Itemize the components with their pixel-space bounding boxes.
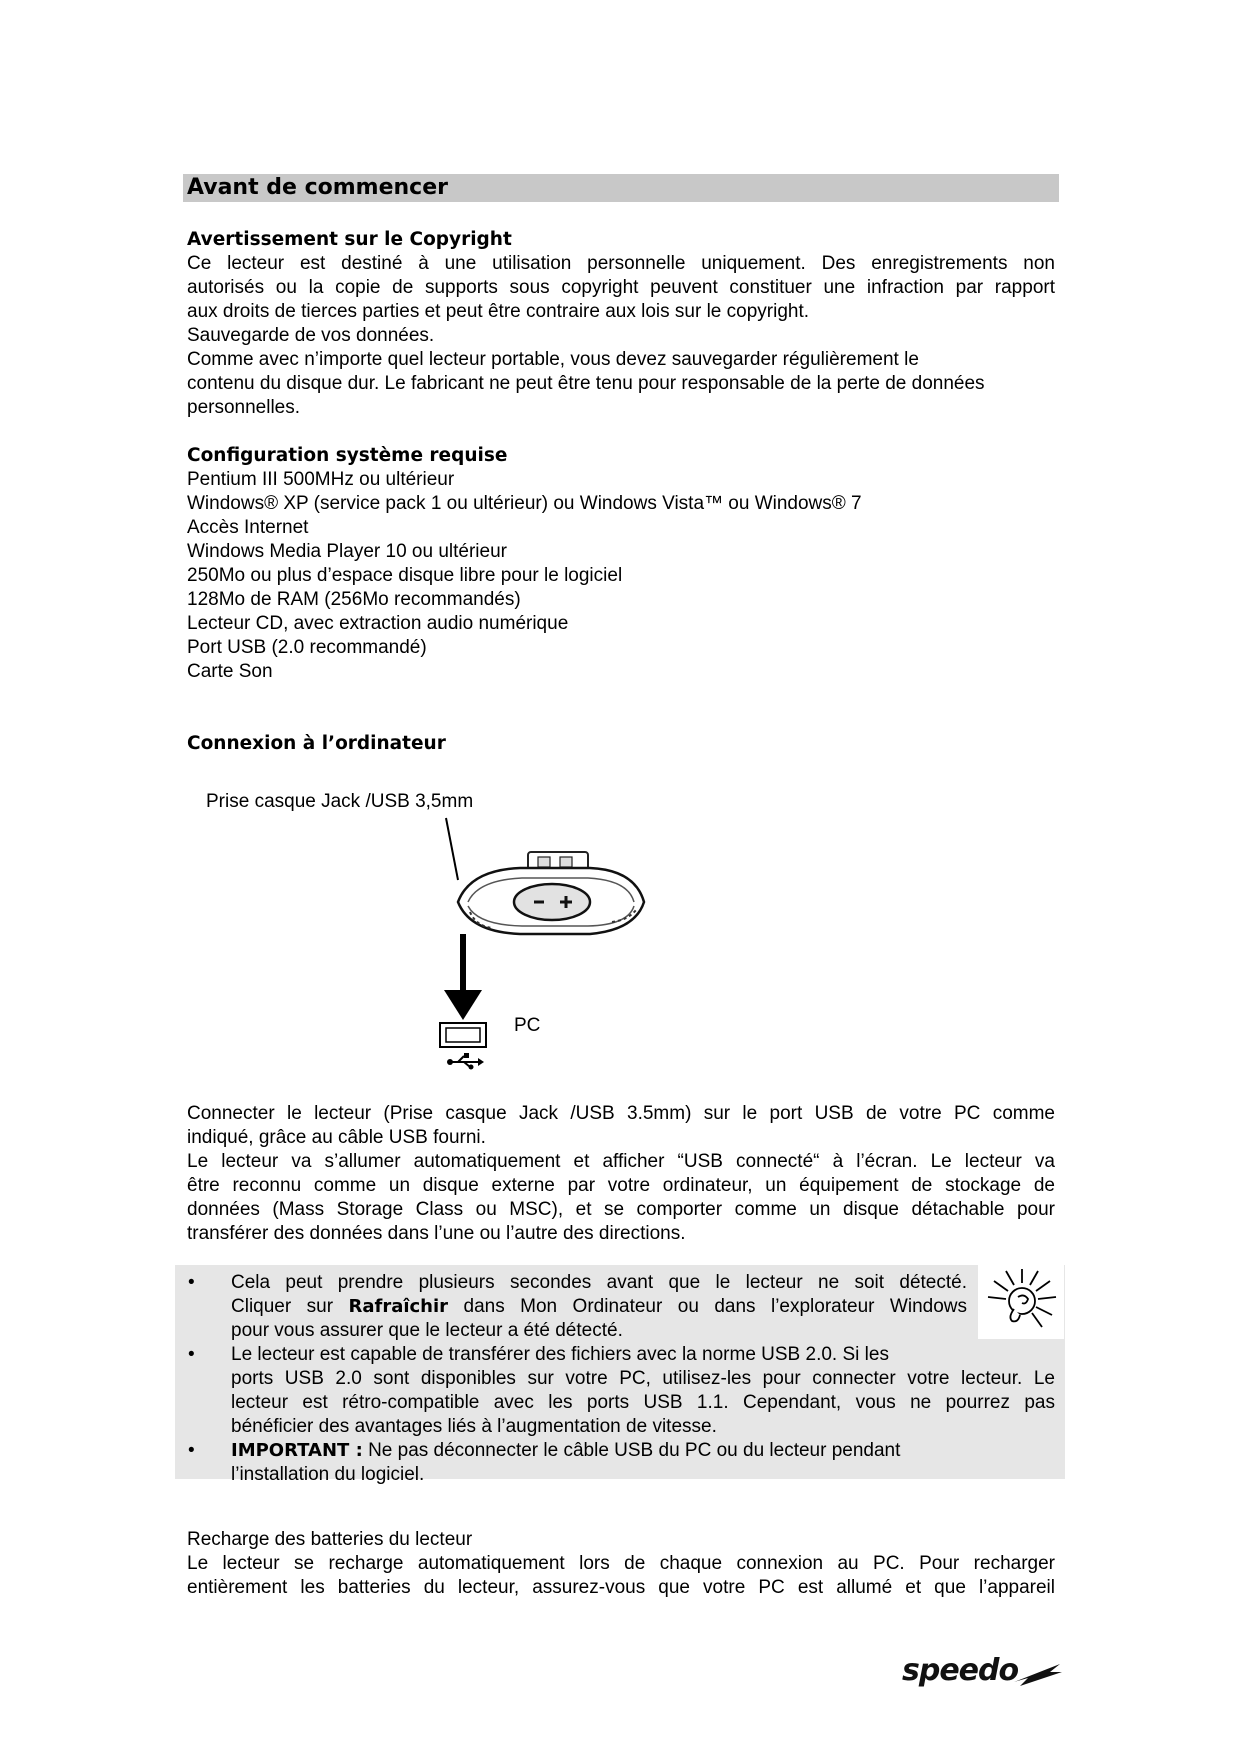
copyright-line: Ce lecteur est destiné à une utilisation personnelle uniquement. Des enregistrements non [187,253,1055,274]
connection-line: données (Mass Storage Class ou MSC), et se comporter comme un disque détachable pour [187,1199,1055,1220]
connection-line: Connecter le lecteur (Prise casque Jack /USB 3.5mm) sur le port USB de votre PC comme [187,1103,1055,1124]
connection-diagram [430,810,660,1070]
connection-line: Le lecteur va s’allumer automatiquement et afficher “USB connecté“ à l’écran. Le lecteur va [187,1151,1055,1172]
usb-port-icon [440,1023,486,1047]
requirement-item: Port USB (2.0 recommandé) [187,637,427,658]
tip-line: lecteur est rétro-compatible avec les ports USB 1.1. Cependant, vous ne pourrez pas [231,1392,1055,1413]
connection-text [187,1102,1055,1246]
tip-item-usb [231,1343,1055,1439]
tip-line: Cela peut prendre plusieurs secondes avant que le lecteur ne soit détecté. [231,1272,967,1293]
tip-line: Le lecteur est capable de transférer des fichiers avec la norme USB 2.0. Si les [231,1344,889,1365]
lightbulb-icon [978,1263,1064,1339]
requirement-item: Pentium III 500MHz ou ultérieur [187,469,455,490]
important-label: IMPORTANT : [231,1440,363,1461]
tip-line: pour vous assurer que le lecteur a été détecté. [231,1320,623,1341]
section-title-bar [183,174,1059,202]
connection-line: être reconnu comme un disque externe par votre ordinateur, un équipement de stockage de [187,1175,1055,1196]
requirement-item: Windows® XP (service pack 1 ou ultérieur) ou Windows Vista™ ou Windows® 7 [187,493,862,514]
pointer-line [446,818,458,880]
idea-icon-backdrop [978,1263,1064,1339]
recharge-section [187,1528,1055,1600]
requirement-item: 250Mo ou plus d’espace disque libre pour le logiciel [187,565,623,586]
brand-name: speedo [902,1653,1019,1688]
copyright-line: personnelles. [187,397,301,418]
tip-bullet: • [188,1272,195,1293]
tip-bullet: • [188,1344,195,1365]
tip-text: Cliquer sur [231,1296,334,1317]
usb-symbol-icon [447,1053,484,1070]
speedo-logo-graphic [900,1650,1065,1690]
requirement-item: Lecteur CD, avec extraction audio numérique [187,613,569,634]
copyright-line: contenu du disque dur. Le fabricant ne peut être tenu pour responsable de la perte de données [187,373,985,394]
tip-line [231,1439,1055,1463]
recharge-heading: Recharge des batteries du lecteur [187,1529,473,1550]
copyright-line: autorisés ou la copie de supports sous copyright peuvent constituer une infraction par rapport [187,277,1055,298]
requirements-list [187,468,1055,684]
jack-label: Prise casque Jack /USB 3,5mm [206,791,474,812]
connection-line: transférer des données dans l’une ou l’autre des directions. [187,1223,686,1244]
requirement-item: Accès Internet [187,517,309,538]
tip-item-important [231,1439,1055,1487]
tip-item-detection [231,1271,967,1343]
pc-label: PC [514,1015,541,1036]
section-title: Avant de commencer [187,175,448,200]
player-device-illustration [458,852,644,934]
requirement-item: Windows Media Player 10 ou ultérieur [187,541,507,562]
arrow-down-icon [444,934,482,1020]
tip-text: dans Mon Ordinateur ou dans l’explorateur Windows [463,1296,968,1317]
copyright-heading: Avertissement sur le Copyright [187,229,512,250]
tip-line: l’installation du logiciel. [231,1464,425,1485]
copyright-line: aux droits de tierces parties et peut être contraire aux lois sur le copyright. [187,301,810,322]
tip-bullet: • [188,1440,195,1461]
requirements-heading: Configuration système requise [187,445,508,466]
copyright-text [187,252,1055,420]
boomerang-mark [1014,1664,1062,1686]
speedo-logo [900,1650,1065,1690]
connection-heading: Connexion à l’ordinateur [187,733,446,754]
tip-text: Ne pas déconnecter le câble USB du PC ou du lecteur pendant [368,1440,901,1461]
requirement-item: 128Mo de RAM (256Mo recommandés) [187,589,521,610]
copyright-line: Comme avec n’importe quel lecteur portable, vous devez sauvegarder régulièrement le [187,349,919,370]
connection-line: indiqué, grâce au câble USB fourni. [187,1127,486,1148]
tip-line: ports USB 2.0 sont disponibles sur votre PC, utilisez-les pour connecter votre lecteur. Le [231,1368,1055,1389]
tip-line [231,1295,967,1319]
recharge-line: entièrement les batteries du lecteur, assurez-vous que votre PC est allumé et que l’appareil [187,1577,1055,1598]
requirement-item: Carte Son [187,661,273,682]
recharge-line: Le lecteur se recharge automatiquement lors de chaque connexion au PC. Pour recharger [187,1553,1055,1574]
refresh-label: Rafraîchir [348,1296,449,1317]
copyright-line: Sauvegarde de vos données. [187,325,435,346]
tip-line: bénéficier des avantages liés à l’augmentation de vitesse. [231,1416,717,1437]
